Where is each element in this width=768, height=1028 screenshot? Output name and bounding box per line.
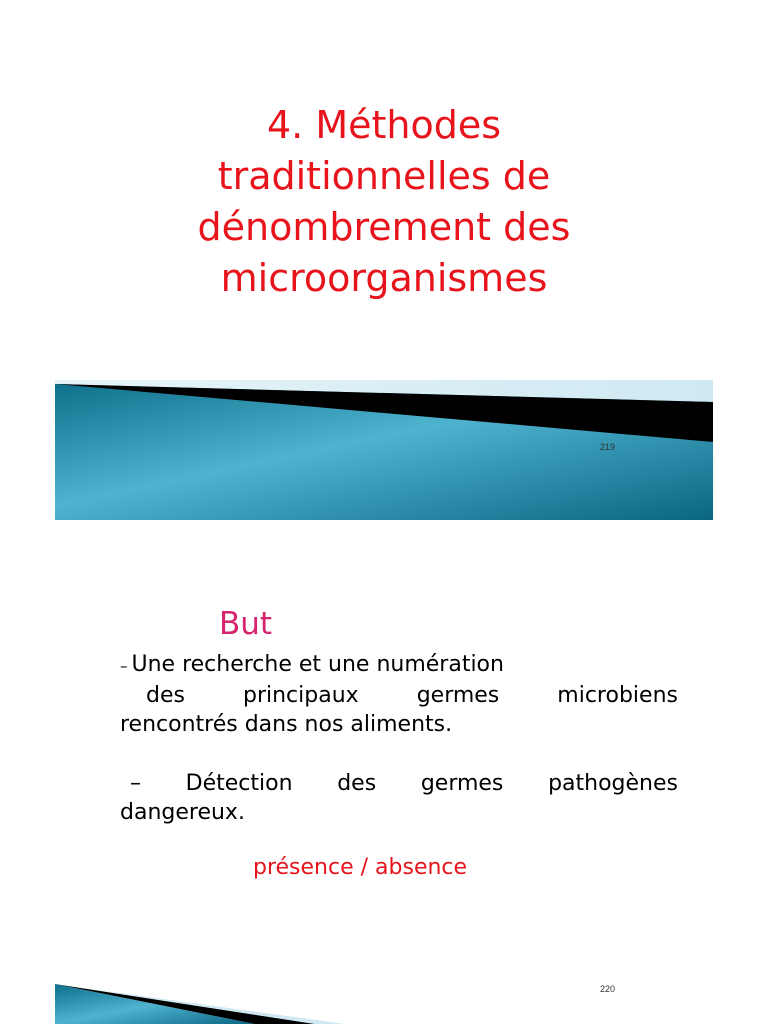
page-number: 219 [600, 442, 616, 452]
decorative-band [55, 984, 713, 1024]
word: microbiens [557, 683, 678, 708]
word: pathogènes [548, 771, 678, 796]
title-line: 4. Méthodes [266, 103, 502, 147]
dash-marker: – [120, 657, 128, 675]
title-line: traditionnelles de [217, 154, 551, 198]
word: germes [416, 683, 500, 708]
bullet-line: dangereux. [120, 800, 245, 825]
page-number: 220 [600, 984, 616, 994]
word: germes [420, 771, 504, 796]
word: des [146, 683, 185, 708]
dash-marker: – [130, 771, 141, 796]
bullet-line [120, 769, 678, 798]
slide-title [100, 100, 668, 304]
bullet-text: Une recherche et une numération [131, 652, 504, 677]
word: des [337, 771, 377, 796]
word: Détection [185, 771, 293, 796]
title-line: microorganismes [220, 256, 548, 300]
presence-absence-text: présence / absence [253, 855, 468, 880]
bullet-line [120, 650, 678, 681]
bullet-line: rencontrés dans nos aliments. [120, 712, 453, 737]
slide-220 [0, 540, 768, 1024]
bullet-line [120, 681, 678, 710]
slide-heading: But [219, 606, 273, 642]
bullet-recherche [120, 650, 678, 739]
word: principaux [242, 683, 359, 708]
band-graphic [55, 984, 713, 1024]
title-line: dénombrement des [197, 205, 571, 249]
bullet-detection [120, 769, 678, 827]
